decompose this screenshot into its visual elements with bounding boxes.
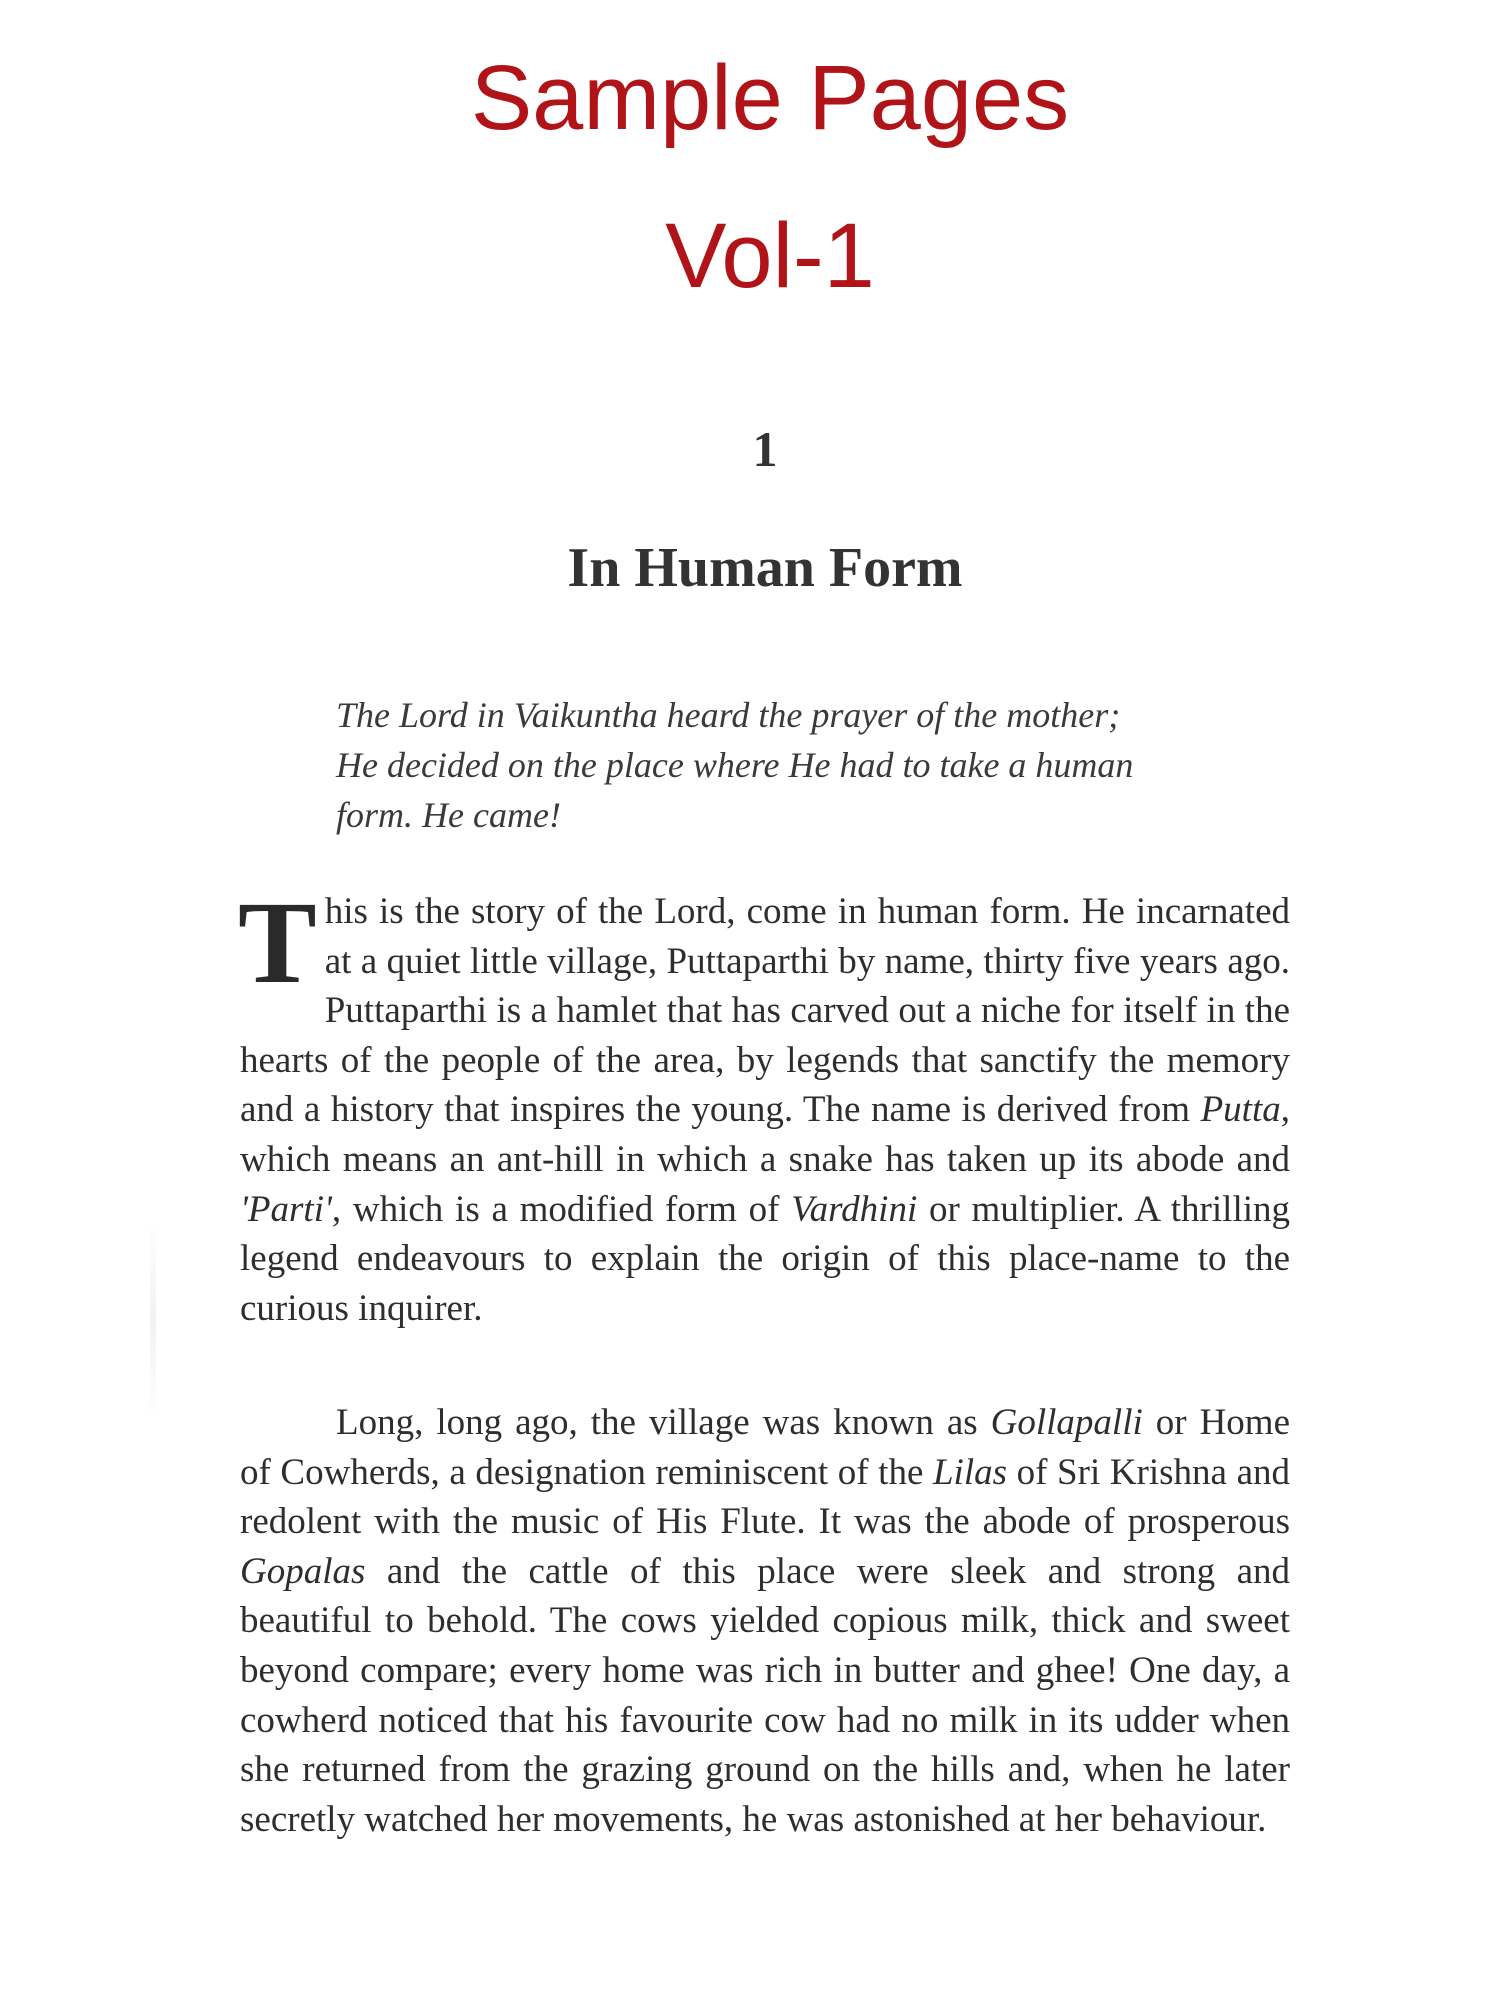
body-paragraph-1	[238, 877, 1291, 1333]
epigraph-line: form. He came!	[336, 795, 561, 835]
epigraph	[336, 690, 1236, 840]
volume-heading: Vol-1	[665, 205, 875, 307]
paragraph-text: Long, long ago, the village was known as	[336, 1402, 991, 1443]
epigraph-line: The Lord in Vaikuntha heard the prayer of the mother;	[336, 695, 1121, 735]
paragraph-text: , which is a modified form of	[331, 1188, 792, 1230]
italic-term: Gollapalli	[990, 1402, 1143, 1443]
paragraph-text: or multiplier. A thrilling legend endeavours to explain the origin of this place-name to the curious inquirer.	[240, 1188, 1291, 1329]
drop-cap: T	[238, 877, 317, 1008]
italic-term: Vardhini	[791, 1188, 918, 1230]
chapter-title: In Human Form	[567, 537, 963, 599]
epigraph-line: He decided on the place where He had to take a human	[336, 745, 1134, 785]
body-paragraph-2	[240, 1398, 1290, 1844]
page-margin-shadow	[150, 1220, 156, 1420]
paragraph-text: , which means an ant-hill in which a snake has taken up its abode and	[240, 1089, 1290, 1180]
italic-term: 'Parti'	[240, 1188, 332, 1230]
sample-pages-heading: Sample Pages	[470, 47, 1070, 149]
paragraph-text: or Home of Cowherds, a designation reminiscent of the	[240, 1402, 1290, 1493]
italic-term: Putta	[1200, 1089, 1281, 1131]
italic-term: Lilas	[932, 1451, 1008, 1493]
italic-term: Gopalas	[240, 1550, 366, 1592]
chapter-number: 1	[752, 421, 778, 477]
paragraph-text: and the cattle of this place were sleek and strong and beautiful to behold. The cows yielded copious milk, thick and sweet beyond compare; every home was rich in butter and ghee! One day, a cowherd noticed that his favourite cow had no milk in its udder when she returned from the grazing ground on the hills and, when he later secretly watched her movements, he was astonished at her behaviour.	[240, 1550, 1290, 1840]
paragraph-text: of Sri Krishna and redolent with the music of His Flute. It was the abode of prosperous	[240, 1451, 1290, 1543]
paragraph-text: his is the story of the Lord, come in human form. He incarnated at a quiet little village, Puttaparthi by name, thirty five years ago. Puttaparthi is a hamlet that has carved out a niche for itself in the hearts of the people of the area, by legends that sanctify the memory and a history that inspires the young. The name is derived from	[240, 891, 1290, 1131]
